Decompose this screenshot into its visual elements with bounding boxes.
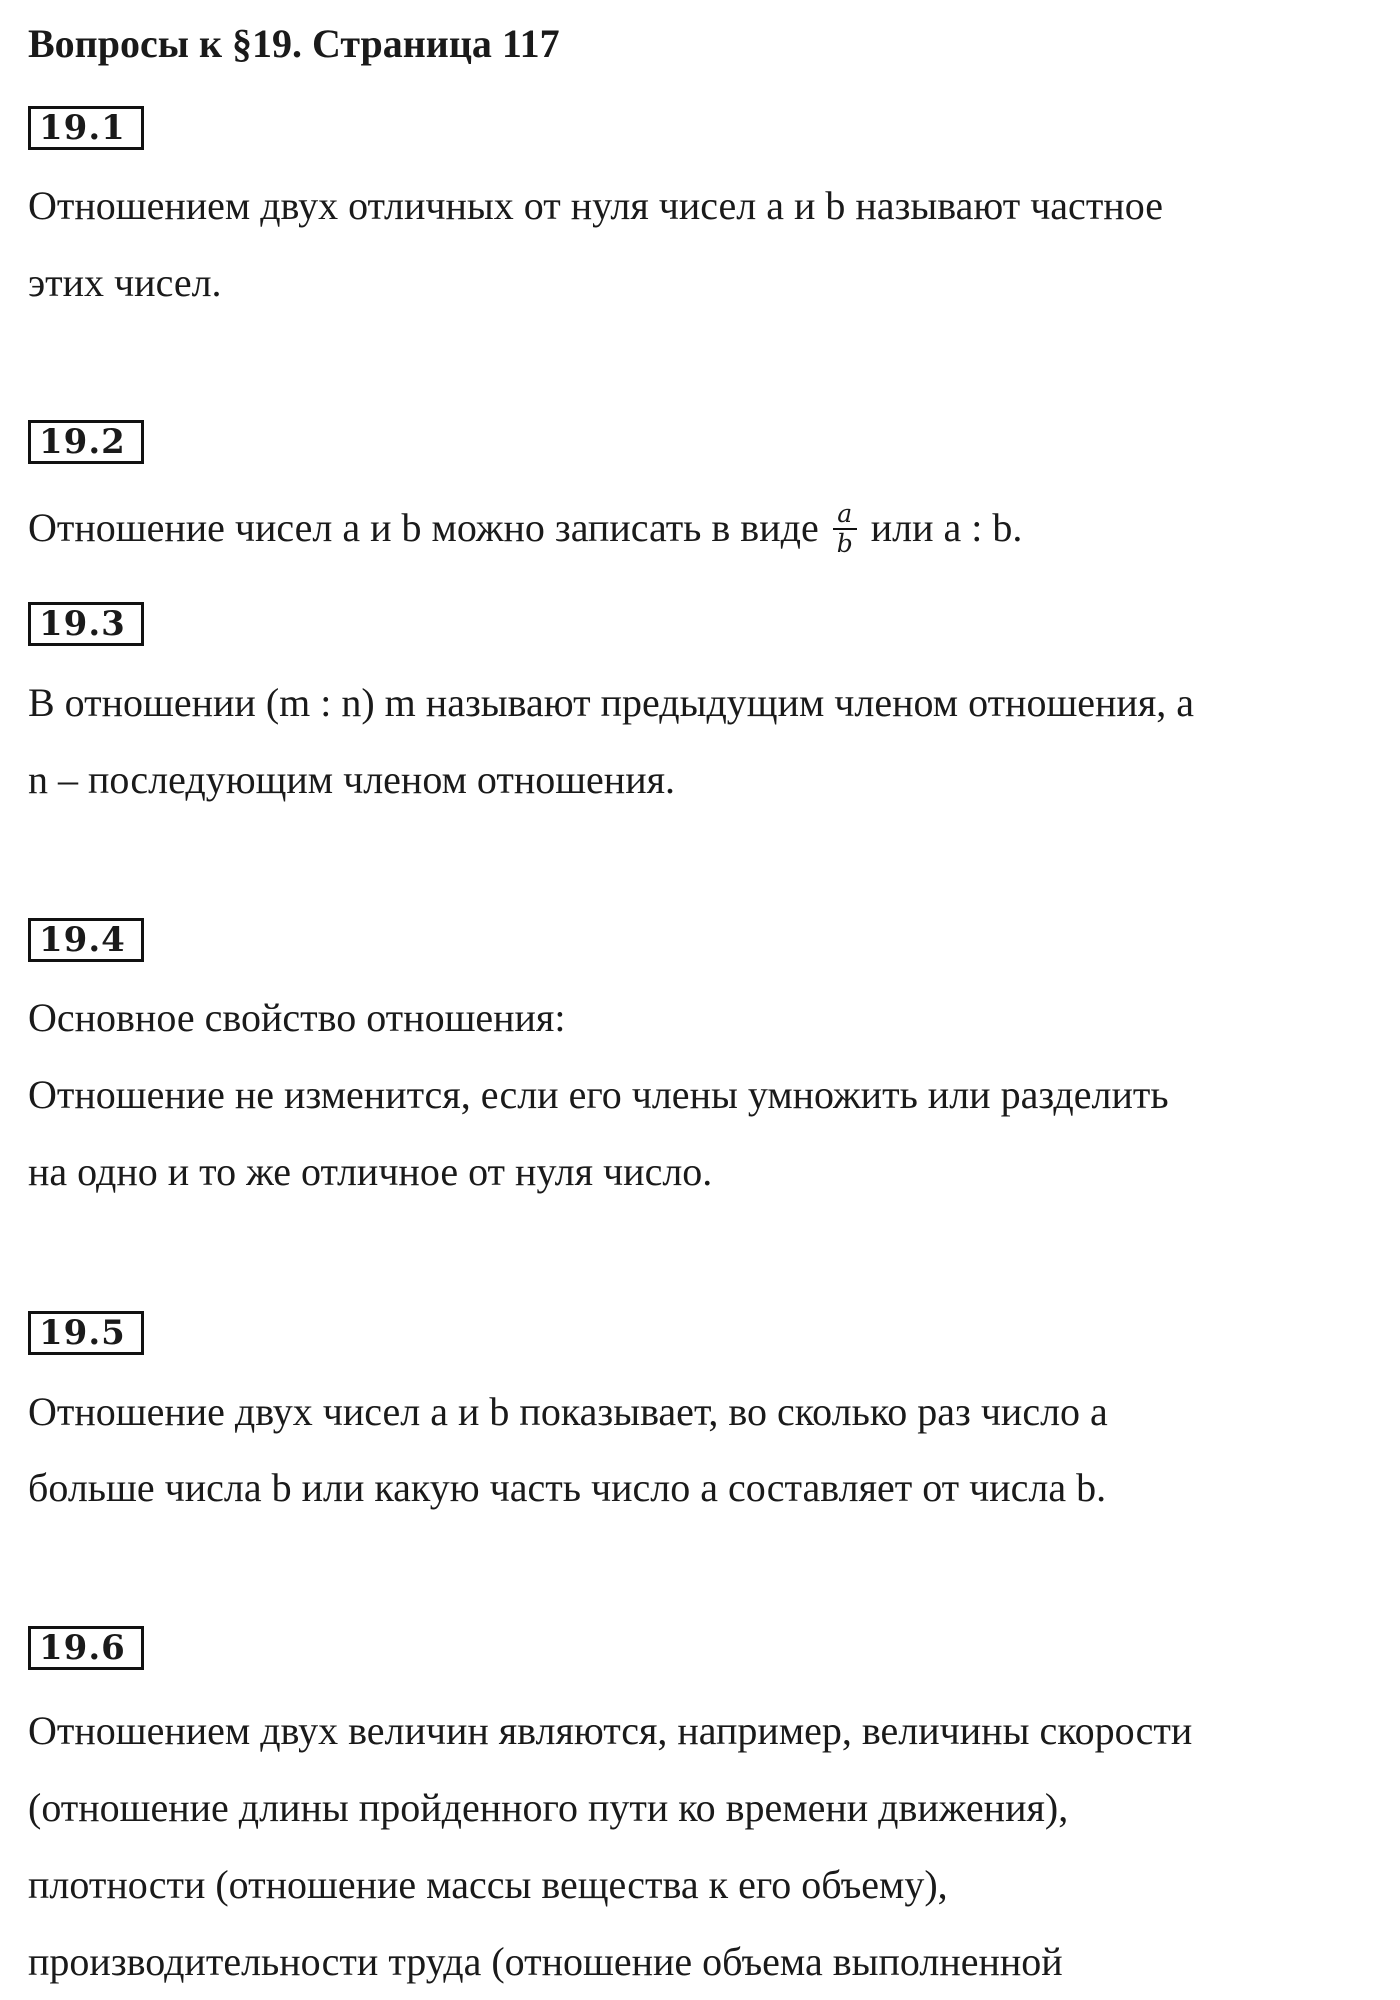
answer-19-6-line-1: Отношением двух величин являются, например, величины скорости [28,1708,1193,1753]
question-number-19-6: 19.6 [28,1626,144,1670]
answer-19-6-line-3: плотности (отношение массы вещества к его объему), [28,1862,948,1907]
answer-19-5-line-2: больше числа b или какую часть число a составляет от числа b. [28,1465,1107,1510]
answer-19-4-line-2: Отношение не изменится, если его члены умножить или разделить [28,1072,1169,1117]
answer-19-3-line-2: n – последующим членом отношения. [28,757,676,802]
answer-19-6-line-2: (отношение длины пройденного пути ко времени движения), [28,1785,1069,1830]
answer-19-3-line-1: В отношении (m : n) m называют предыдущим членом отношения, a [28,680,1194,725]
answer-19-2-text-before: Отношение чисел a и b можно записать в виде [28,505,819,550]
page-title: Вопросы к §19. Страница 117 [28,21,560,66]
answer-19-4-line-1: Основное свойство отношения: [28,995,566,1040]
answer-19-2-text-after: или a : b. [870,505,1023,550]
fraction-a-over-b [833,500,857,558]
question-number-19-3: 19.3 [28,602,144,646]
fraction-numerator: a [833,500,857,530]
answer-19-1-line-2: этих чисел. [28,260,222,305]
fraction-denominator: b [836,528,853,558]
question-number-19-5: 19.5 [28,1311,144,1355]
answer-19-6-line-4: производительности труда (отношение объема выполненной [28,1939,1063,1984]
answer-19-2-line [28,500,1022,561]
answer-19-4-line-3: на одно и то же отличное от нуля число. [28,1149,713,1194]
question-number-19-1: 19.1 [28,106,144,150]
answer-19-5-line-1: Отношение двух чисел a и b показывает, во сколько раз число a [28,1389,1108,1434]
question-number-19-2: 19.2 [28,420,144,464]
answer-19-1-line-1: Отношением двух отличных от нуля чисел a и b называют частное [28,183,1163,228]
question-number-19-4: 19.4 [28,918,144,962]
